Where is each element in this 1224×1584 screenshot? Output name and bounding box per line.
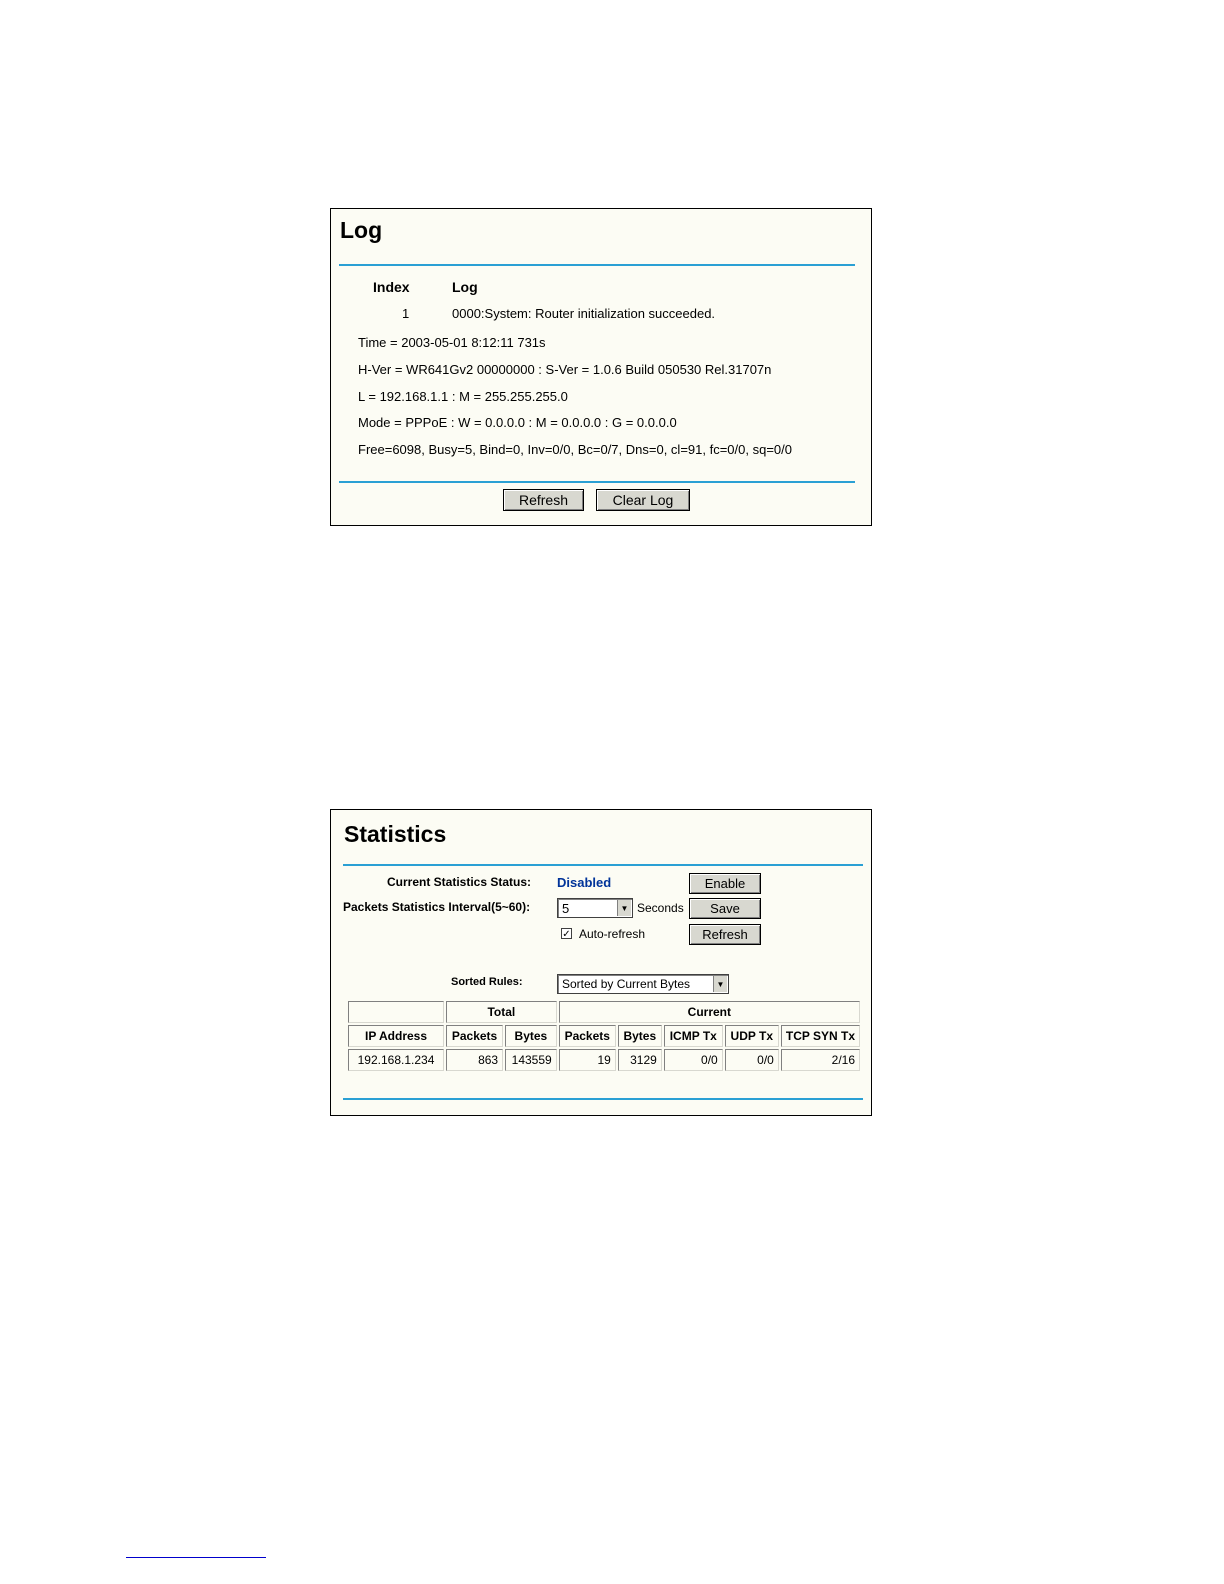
enable-button[interactable]: Enable bbox=[689, 873, 761, 894]
table-column-header-row bbox=[348, 1025, 860, 1047]
log-index-header: Index bbox=[373, 279, 410, 295]
col-udp-tx: UDP Tx bbox=[725, 1025, 779, 1047]
log-panel bbox=[330, 208, 872, 526]
clear-log-button[interactable]: Clear Log bbox=[596, 489, 690, 511]
interval-label: Packets Statistics Interval(5~60): bbox=[343, 900, 531, 914]
log-lan-line: L = 192.168.1.1 : M = 255.255.255.0 bbox=[358, 389, 568, 404]
auto-refresh-label: Auto-refresh bbox=[579, 927, 646, 941]
table-empty-header bbox=[348, 1001, 444, 1023]
cell-total-bytes: 143559 bbox=[505, 1049, 557, 1071]
log-hver-line: H-Ver = WR641Gv2 00000000 : S-Ver = 1.0.6 Build 050530 Rel.31707n bbox=[358, 362, 772, 377]
log-mode-line: Mode = PPPoE : W = 0.0.0.0 : M = 0.0.0.0 : G = 0.0.0.0 bbox=[358, 415, 677, 430]
stats-refresh-button[interactable]: Refresh bbox=[689, 924, 761, 945]
log-entry-text: 0000:System: Router initialization succeeded. bbox=[452, 306, 716, 321]
statistics-top-rule bbox=[343, 864, 863, 866]
cell-ip-address: 192.168.1.234 bbox=[348, 1049, 444, 1071]
log-bottom-rule bbox=[339, 481, 855, 483]
seconds-label: Seconds bbox=[637, 901, 684, 915]
cell-current-packets: 19 bbox=[559, 1049, 616, 1071]
col-tcp-syn-tx: TCP SYN Tx bbox=[781, 1025, 860, 1047]
auto-refresh-checkbox[interactable]: ✓ bbox=[562, 929, 571, 940]
log-refresh-button[interactable]: Refresh bbox=[503, 489, 584, 511]
status-value: Disabled bbox=[557, 875, 612, 890]
footnote-divider bbox=[126, 1557, 266, 1558]
cell-total-packets: 863 bbox=[446, 1049, 503, 1071]
sorted-rules-label: Sorted Rules: bbox=[451, 976, 523, 988]
current-group-header: Current bbox=[559, 1001, 860, 1023]
save-button[interactable]: Save bbox=[689, 898, 761, 919]
cell-tcp-syn-tx: 2/16 bbox=[781, 1049, 860, 1071]
log-log-header: Log bbox=[452, 279, 478, 295]
col-ip-address: IP Address bbox=[348, 1025, 444, 1047]
cell-current-bytes: 3129 bbox=[618, 1049, 662, 1071]
table-row bbox=[348, 1049, 860, 1071]
col-total-bytes: Bytes bbox=[505, 1025, 557, 1047]
log-entry-index: 1 bbox=[402, 306, 410, 321]
log-free-line: Free=6098, Busy=5, Bind=0, Inv=0/0, Bc=0/7, Dns=0, cl=91, fc=0/0, sq=0/0 bbox=[358, 442, 792, 457]
status-label: Current Statistics Status: bbox=[387, 875, 532, 889]
statistics-panel bbox=[330, 809, 872, 1116]
col-total-packets: Packets bbox=[446, 1025, 503, 1047]
log-title: Log bbox=[340, 217, 383, 243]
cell-udp-tx: 0/0 bbox=[725, 1049, 779, 1071]
statistics-title: Statistics bbox=[344, 821, 447, 847]
statistics-table bbox=[346, 999, 862, 1073]
interval-select-value: 5 bbox=[562, 900, 570, 916]
chevron-down-icon: ▼ bbox=[617, 900, 631, 916]
chevron-down-icon: ▼ bbox=[713, 976, 727, 992]
interval-select[interactable] bbox=[557, 898, 633, 918]
col-current-packets: Packets bbox=[559, 1025, 616, 1047]
col-current-bytes: Bytes bbox=[618, 1025, 662, 1047]
log-top-rule bbox=[339, 264, 855, 266]
sorted-rules-select-value: Sorted by Current Bytes bbox=[562, 977, 691, 991]
cell-icmp-tx: 0/0 bbox=[664, 1049, 723, 1071]
total-group-header: Total bbox=[446, 1001, 557, 1023]
col-icmp-tx: ICMP Tx bbox=[664, 1025, 723, 1047]
table-group-header-row bbox=[348, 1001, 860, 1023]
sorted-rules-select[interactable] bbox=[557, 974, 729, 994]
statistics-bottom-rule bbox=[343, 1098, 863, 1100]
log-time-line: Time = 2003-05-01 8:12:11 731s bbox=[358, 335, 546, 350]
